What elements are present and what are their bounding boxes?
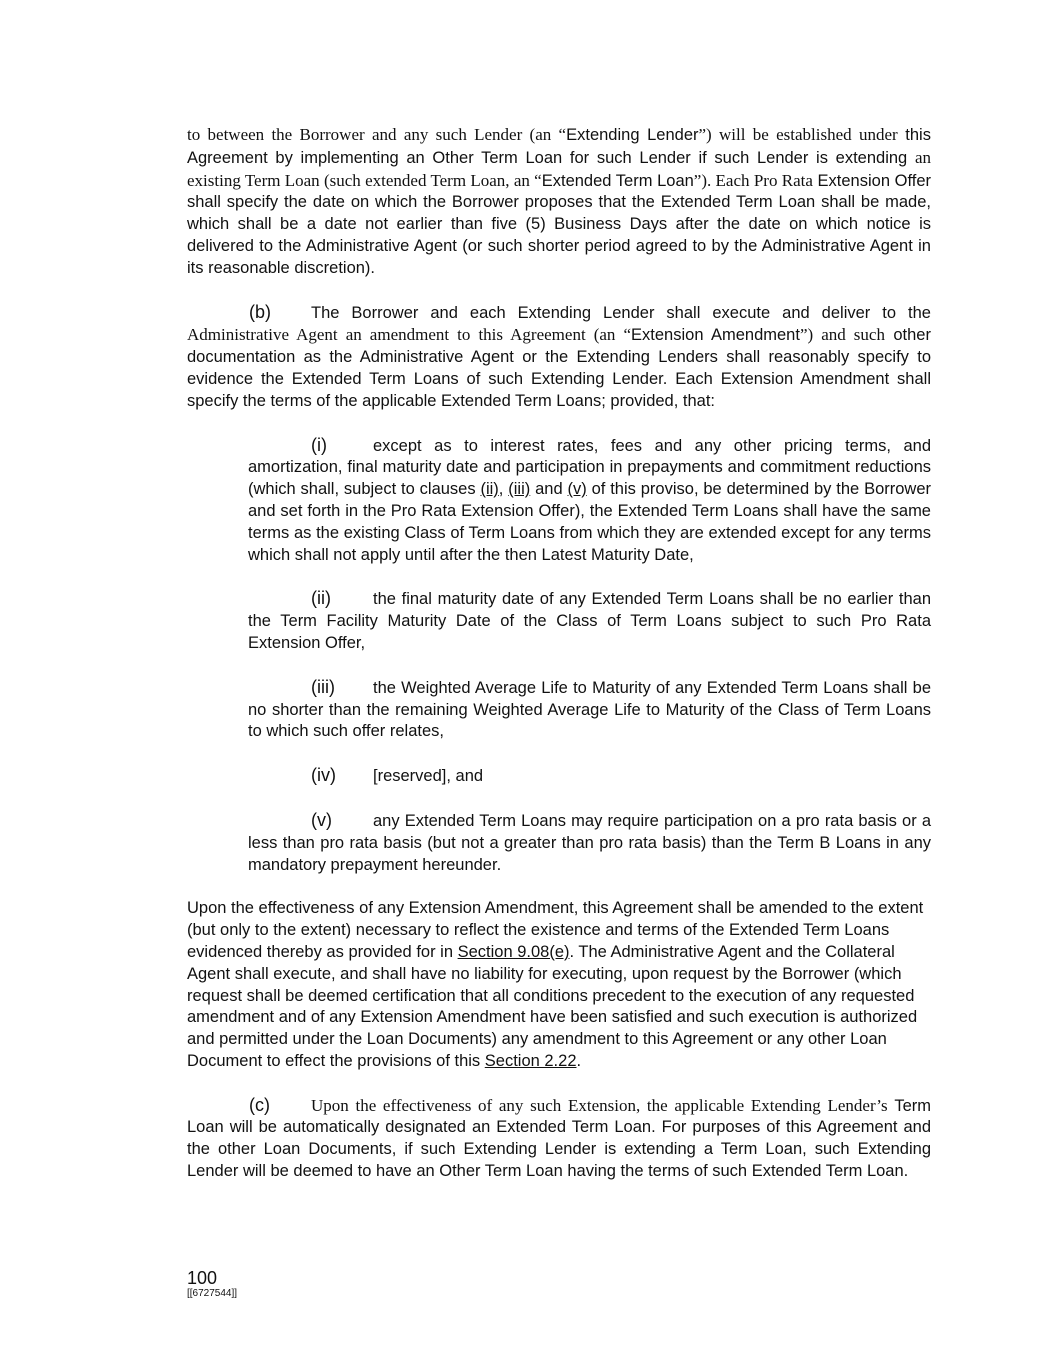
subclause-ii: (ii) the final maturity date of any Extended Term Loans shall be no earlier than the Term Facility Maturity Date of the Class of Term Loans subject to such Pro Rata Extension Offer, bbox=[248, 588, 931, 652]
defined-term: Extension Amendment bbox=[631, 326, 800, 345]
clause-label: (v) bbox=[311, 809, 332, 830]
cross-reference: (iii) bbox=[508, 480, 531, 499]
clause-label: (i) bbox=[311, 434, 327, 455]
subclause-v: (v) any Extended Term Loans may require participation on a pro rata basis or a less than pro rata basis (but not a greater than pro rata basis) than the Term B Loans in any mandatory prepayment hereunder. bbox=[248, 809, 931, 874]
defined-term: Extended Term Loan bbox=[541, 171, 694, 190]
cross-reference: Section 2.22 bbox=[484, 1051, 577, 1070]
document-id: [[6727544]] bbox=[187, 1288, 238, 1299]
defined-term: Extending Lender bbox=[566, 126, 699, 144]
clause-label: (b) bbox=[249, 301, 271, 322]
cross-reference: (v) bbox=[567, 480, 587, 499]
subclause-i: (i) except as to interest rates, fees and any other pricing terms, and amortization, final maturity date and participation in prepayments and commitment reductions (which shall, subject to clauses (ii), (iii) and (v) of this proviso, be determined by the Borrower and set forth in the Pro Rata Extension Offer), the Extended Term Loans shall have the same terms as the existing Class of Term Loans from which they are extended except for any terms which shall not apply until after the then Latest Maturity Date, bbox=[248, 434, 932, 564]
cross-reference: Section 9.08(e) bbox=[457, 942, 570, 961]
document-page bbox=[187, 124, 931, 1205]
paragraph-b: (b) The Borrower and each Extending Lender shall execute and deliver to the Administrative Agent an amendment to this Agreement (an “Extension Amendment”) and such other documentation as the Administrative Agent or the Extending Lenders shall reasonably specify to evidence the Extended Term Loans of such Extending Lender. Each Extension Amendment shall specify the terms of the applicable Extended Term Loans; provided, that: bbox=[187, 301, 931, 410]
paragraph-c: (c) Upon the effectiveness of any such Extension, the applicable Extending Lender’s Term Loan will be automatically designated an Extended Term Loan. For purposes of this Agreement and the other Loan Documents, if such Extending Lender is extending a Term Loan, such Extending Lender will be deemed to have an Other Term Loan having the terms of such Extended Term Loan. bbox=[187, 1094, 931, 1181]
clause-label: (c) bbox=[249, 1094, 270, 1115]
page-number: 100 bbox=[187, 1268, 218, 1288]
clause-label: (ii) bbox=[311, 588, 331, 609]
subclause-iii: (iii) the Weighted Average Life to Maturity of any Extended Term Loans shall be no shorter than the remaining Weighted Average Life to Maturity of the Class of Term Loans to which such offer relates, bbox=[248, 676, 931, 741]
paragraph-continuation: to between the Borrower and any such Lender (an “Extending Lender”) will be established under this Agreement by implementing an Other Term Loan for such Lender if such Lender is extending an existing Term Loan (such extended Term Loan, an “Extended Term Loan”). Each Pro Rata Extension Offer shall specify the date on which the Borrower proposes that the Extended Term Loan shall be made, which shall be a date not earlier than five (5) Business Days after the date on which notice is delivered to the Administrative Agent (or such shorter period agreed to by the Administrative Agent in its reasonable discretion). bbox=[187, 125, 931, 277]
cross-reference: (ii) bbox=[480, 480, 499, 499]
page-footer bbox=[187, 1268, 237, 1300]
paragraph-upon-effectiveness: Upon the effectiveness of any Extension Amendment, this Agreement shall be amended to the extent (but only to the extent) necessary to reflect the existence and terms of the Extended Term Loans evidenced thereby as provided for in Section 9.08(e). The Administrative Agent and the Collateral Agent shall execute, and shall have no liability for executing, upon request by the Borrower (which request shall be deemed certification that all conditions precedent to the execution of any requested amendment and of any Extension Amendment have been satisfied and such execution is authorized and permitted under the Loan Documents) any amendment to this Agreement or any other Loan Document to effect the provisions of this Section 2.22. bbox=[187, 899, 924, 1070]
clause-label: (iii) bbox=[311, 676, 335, 697]
subclause-iv: (iv) [reserved], and bbox=[248, 765, 931, 788]
clause-label: (iv) bbox=[311, 765, 336, 786]
